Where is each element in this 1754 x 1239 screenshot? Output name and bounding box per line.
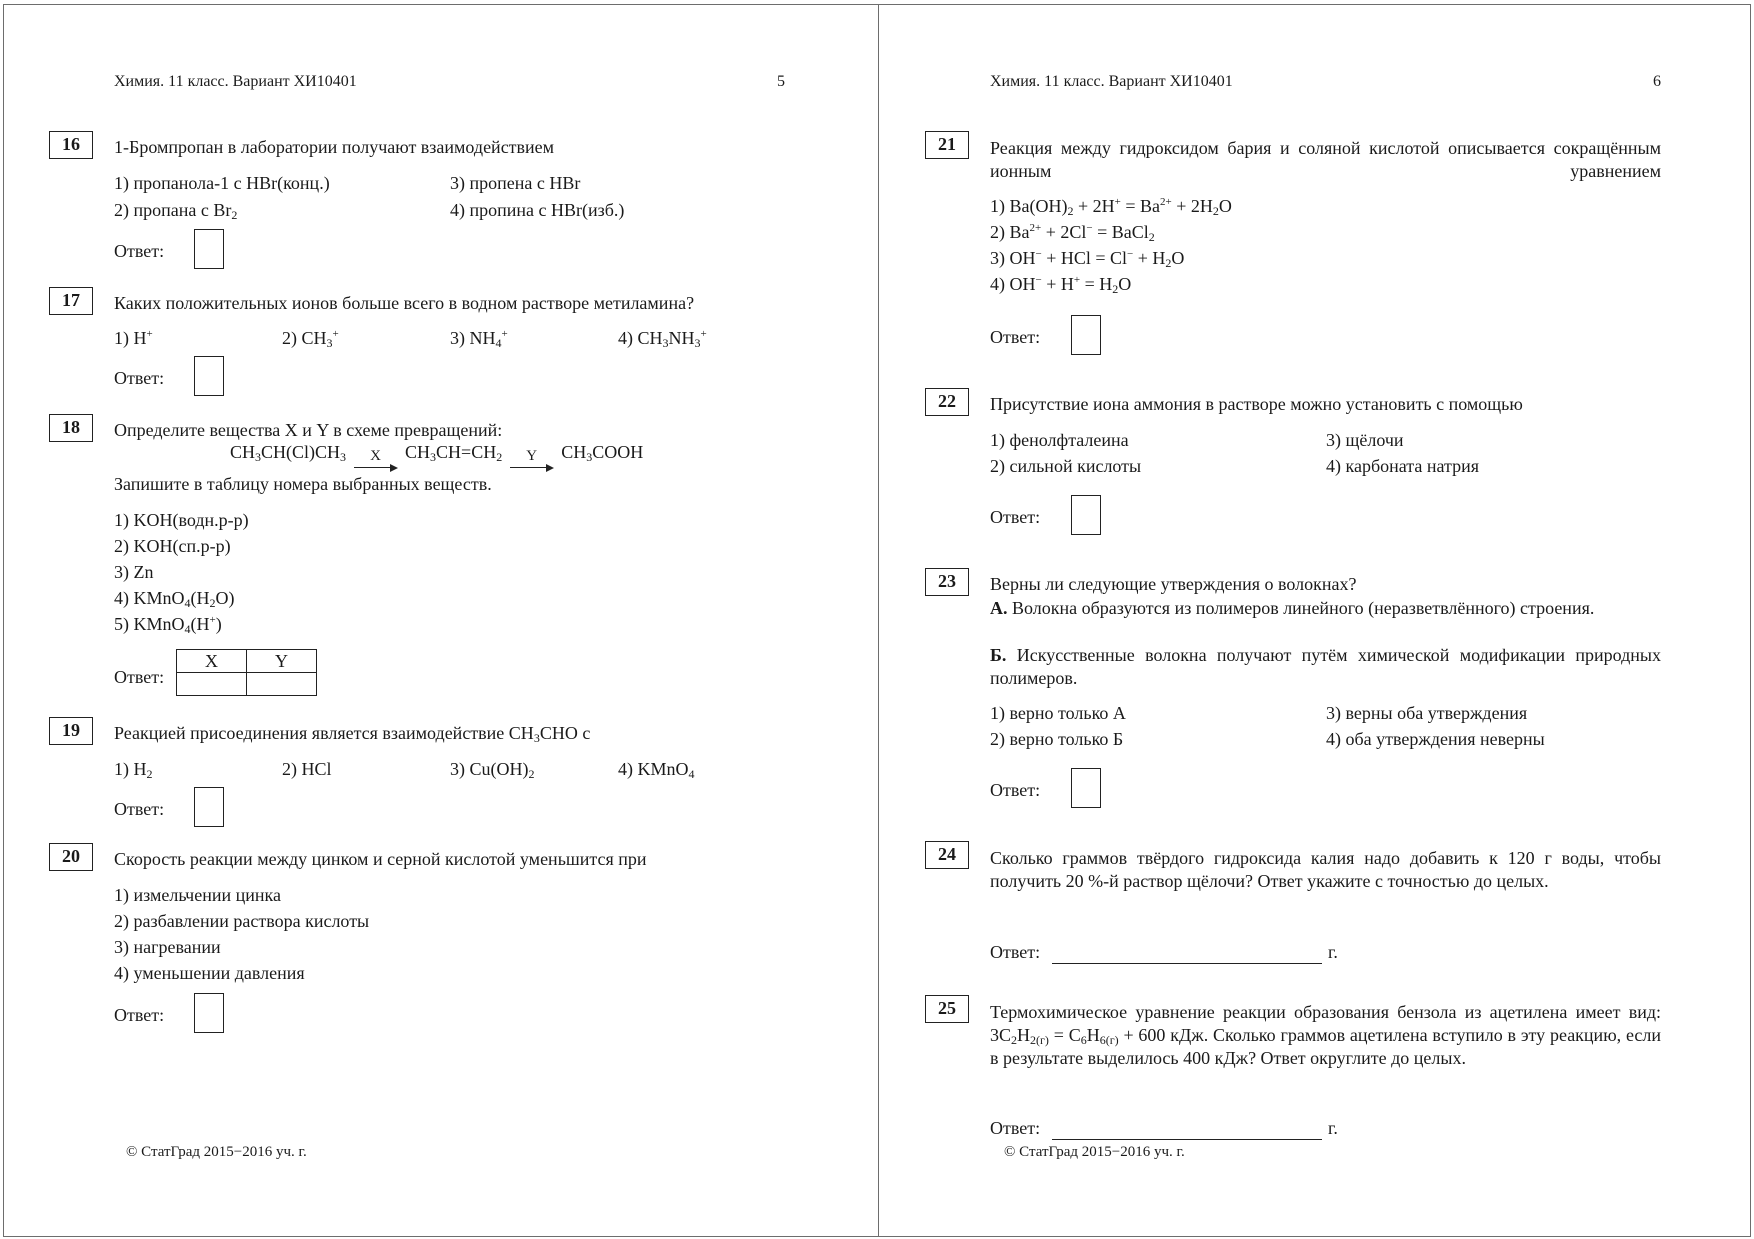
q19-option-2[interactable]: 2) HCl xyxy=(282,759,332,779)
question-23-text: Верны ли следующие утверждения о волокнах? xyxy=(990,574,1357,594)
q19-option-1[interactable]: 1) $H_2$ xyxy=(114,759,153,781)
table-header-x: X xyxy=(177,650,247,673)
answer-cell-x[interactable] xyxy=(177,673,247,696)
q23-answer-box[interactable] xyxy=(1071,768,1101,808)
q22-answer-box[interactable] xyxy=(1071,495,1101,535)
q23-option-4[interactable]: 4) оба утверждения неверны xyxy=(1326,729,1545,749)
q18-option-1[interactable]: 1) KOH(водн.р-р) xyxy=(114,510,249,530)
question-number-16: 16 xyxy=(49,131,93,159)
question-number-19: 19 xyxy=(49,717,93,745)
q21-option-4[interactable]: 4) $OH^- + H^+ = H_2O$ xyxy=(990,274,1132,296)
question-number-24: 24 xyxy=(925,841,969,869)
question-24-text: Сколько граммов твёрдого гидроксида калия надо добавить к 120 г воды, чтобы получить 20 %-й раствор щёлочи? Ответ укажите с точностью до целых. xyxy=(990,848,1661,891)
q24-answer-line[interactable] xyxy=(1052,963,1322,964)
page-number: 6 xyxy=(1653,73,1661,90)
reaction-scheme: $CH_3CH(Cl)CH_3$ X $CH_3CH=CH_2$ Y $CH_3COOH$ xyxy=(230,442,643,472)
answer-label: Ответ: xyxy=(114,667,165,687)
page-number: 5 xyxy=(777,73,785,90)
q20-answer-box[interactable] xyxy=(194,993,224,1033)
question-16-text: 1-Бромпропан в лаборатории получают взаимодействием xyxy=(114,137,555,157)
q20-option-3[interactable]: 3) нагревании xyxy=(114,937,221,957)
q16-option-1[interactable]: 1) пропанола-1 с HBr(конц.) xyxy=(114,173,330,193)
answer-label: Ответ: xyxy=(990,780,1041,800)
q22-option-2[interactable]: 2) сильной кислоты xyxy=(990,456,1142,476)
q18-answer-table xyxy=(176,649,317,696)
q22-option-1[interactable]: 1) фенолфталеина xyxy=(990,430,1129,450)
unit-label: г. xyxy=(1328,1118,1338,1138)
q23-option-2[interactable]: 2) верно только Б xyxy=(990,729,1124,749)
q23-option-1[interactable]: 1) верно только А xyxy=(990,703,1126,723)
footer-copyright: © СтатГрад 2015−2016 уч. г. xyxy=(126,1144,307,1160)
q18-option-2[interactable]: 2) KOH(сп.р-р) xyxy=(114,536,231,556)
q21-answer-box[interactable] xyxy=(1071,315,1101,355)
answer-label: Ответ: xyxy=(114,368,165,388)
q21-option-1[interactable]: 1) $Ba(OH)_2 + 2H^+ = Ba^{2+} + 2H_2O$ xyxy=(990,196,1232,218)
q21-option-2[interactable]: 2) $Ba^{2+} + 2Cl^-$ = BaCl$_2$ xyxy=(990,222,1155,244)
q17-option-3[interactable]: 3) $NH_4^+$ xyxy=(450,328,508,350)
question-number-21: 21 xyxy=(925,131,969,159)
question-number-20: 20 xyxy=(49,843,93,871)
q18-option-3[interactable]: 3) Zn xyxy=(114,562,154,582)
q17-answer-box[interactable] xyxy=(194,356,224,396)
q16-answer-box[interactable] xyxy=(194,229,224,269)
q23-option-3[interactable]: 3) верны оба утверждения xyxy=(1326,703,1528,723)
q19-option-4[interactable]: 4) KMnO$_4$ xyxy=(618,759,695,781)
q18-option-5[interactable]: 5) KMnO$_4$(H+) xyxy=(114,614,222,636)
question-number-23: 23 xyxy=(925,568,969,596)
answer-label: Ответ: xyxy=(114,1005,165,1025)
q17-option-1[interactable]: 1) H+ xyxy=(114,328,153,348)
q18-option-4[interactable]: 4) $KMnO_4(H_2O)$ xyxy=(114,588,235,610)
q20-option-1[interactable]: 1) измельчении цинка xyxy=(114,885,281,905)
page-left xyxy=(3,4,879,1237)
q19-option-3[interactable]: 3) $Cu(OH)_2$ xyxy=(450,759,535,781)
q16-option-3[interactable]: 3) пропена с HBr xyxy=(450,173,581,193)
answer-label: Ответ: xyxy=(990,507,1041,527)
question-21-text: Реакция между гидроксидом бария и соляной кислотой описывается сокращённым ионным уравнением xyxy=(990,138,1661,181)
answer-label: Ответ: xyxy=(990,327,1041,347)
q22-option-4[interactable]: 4) карбоната натрия xyxy=(1326,456,1479,476)
unit-label: г. xyxy=(1328,942,1338,962)
question-25-text: Термохимическое уравнение реакции образования бензола из ацетилена имеет вид: $3C_2H_{2(г)} = C_6H_{6(г)} + 600$ кДж. Сколько граммов ацетилена вступило в эту реакцию, если в результате выделилось 400 кДж? Ответ округлите до целых. xyxy=(990,1002,1661,1068)
arrow-y: Y xyxy=(510,449,554,472)
question-number-25: 25 xyxy=(925,995,969,1023)
question-22-text: Присутствие иона аммония в растворе можно установить с помощью xyxy=(990,394,1523,414)
question-18-text: Определите вещества X и Y в схеме превращений: xyxy=(114,420,503,440)
q20-option-4[interactable]: 4) уменьшении давления xyxy=(114,963,305,983)
answer-label: Ответ: xyxy=(114,241,165,261)
question-number-22: 22 xyxy=(925,388,969,416)
answer-label: Ответ: xyxy=(114,799,165,819)
q19-answer-box[interactable] xyxy=(194,787,224,827)
answer-label: Ответ: xyxy=(990,942,1041,962)
question-number-17: 17 xyxy=(49,287,93,315)
q21-option-3[interactable]: 3) OH− + HCl = $Cl^- + H_2O$ xyxy=(990,248,1185,270)
arrow-x: X xyxy=(354,449,398,472)
page-right xyxy=(878,4,1751,1237)
question-17-text: Каких положительных ионов больше всего в водном растворе метиламина? xyxy=(114,293,695,313)
question-20-text: Скорость реакции между цинком и серной кислотой уменьшится при xyxy=(114,849,647,869)
question-number-18: 18 xyxy=(49,414,93,442)
q20-option-2[interactable]: 2) разбавлении раствора кислоты xyxy=(114,911,370,931)
footer-copyright: © СтатГрад 2015−2016 уч. г. xyxy=(1004,1144,1185,1160)
header-title: Химия. 11 класс. Вариант ХИ10401 xyxy=(990,73,1233,90)
q16-option-2[interactable]: 2) пропана с $Br_2$ xyxy=(114,200,238,222)
statement-a: А. Волокна образуются из полимеров линейного (неразветвлённого) строения. xyxy=(990,598,1595,618)
header-title: Химия. 11 класс. Вариант ХИ10401 xyxy=(114,73,357,90)
q25-answer-line[interactable] xyxy=(1052,1139,1322,1140)
answer-label: Ответ: xyxy=(990,1118,1041,1138)
question-19-text: Реакцией присоединения является взаимодействие $CH_3CHO$ с xyxy=(114,723,591,745)
table-header-y: Y xyxy=(247,650,317,673)
answer-cell-y[interactable] xyxy=(247,673,317,696)
q22-option-3[interactable]: 3) щёлочи xyxy=(1326,430,1404,450)
q17-option-4[interactable]: 4) $CH_3NH_3^+$ xyxy=(618,328,707,350)
q17-option-2[interactable]: 2) $CH_3^+$ xyxy=(282,328,339,350)
statement-b: Б. Искусственные волокна получают путём химической модификации природных полимеров. xyxy=(990,645,1661,688)
q16-option-4[interactable]: 4) пропина с HBr(изб.) xyxy=(450,200,625,220)
question-18-instruction: Запишите в таблицу номера выбранных веществ. xyxy=(114,474,492,494)
